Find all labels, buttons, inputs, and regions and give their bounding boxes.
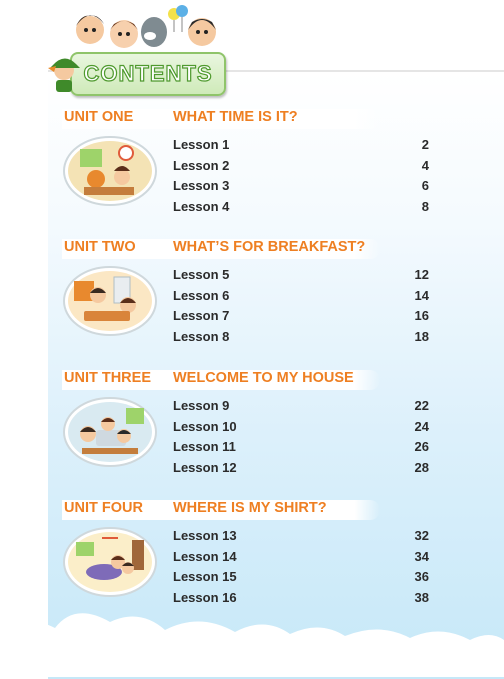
lesson-row[interactable] bbox=[173, 308, 429, 328]
lesson-page: 26 bbox=[414, 439, 429, 454]
lesson-row[interactable] bbox=[173, 590, 429, 610]
lesson-name: Lesson 9 bbox=[173, 398, 230, 413]
lesson-row[interactable] bbox=[173, 439, 429, 459]
lesson-name: Lesson 10 bbox=[173, 419, 237, 434]
unit-header bbox=[62, 370, 380, 390]
lesson-page: 6 bbox=[421, 178, 429, 193]
clock-room-illustration bbox=[62, 135, 158, 207]
lesson-page: 14 bbox=[414, 288, 429, 303]
breakfast-kitchen-illustration bbox=[62, 265, 158, 337]
lesson-page: 22 bbox=[414, 398, 429, 413]
lesson-page: 34 bbox=[414, 549, 429, 564]
lesson-name: Lesson 16 bbox=[173, 590, 237, 605]
lesson-name: Lesson 14 bbox=[173, 549, 237, 564]
lesson-row[interactable] bbox=[173, 419, 429, 439]
lesson-row[interactable] bbox=[173, 199, 429, 219]
lesson-name: Lesson 2 bbox=[173, 158, 230, 173]
lesson-row[interactable] bbox=[173, 288, 429, 308]
lesson-row[interactable] bbox=[173, 460, 429, 480]
lesson-row[interactable] bbox=[173, 569, 429, 589]
lesson-name: Lesson 7 bbox=[173, 308, 230, 323]
lesson-row[interactable] bbox=[173, 267, 429, 287]
lesson-page: 2 bbox=[421, 137, 429, 152]
cloud-border bbox=[0, 600, 504, 677]
lesson-row[interactable] bbox=[173, 158, 429, 178]
cartoon-characters-icon bbox=[62, 2, 242, 56]
lesson-row[interactable] bbox=[173, 398, 429, 418]
lesson-page: 8 bbox=[421, 199, 429, 214]
lesson-name: Lesson 8 bbox=[173, 329, 230, 344]
unit-label: UNIT FOUR bbox=[64, 500, 143, 516]
unit-header bbox=[62, 500, 380, 520]
unit-label: UNIT TWO bbox=[64, 239, 136, 255]
page-title: CONTENTS bbox=[83, 61, 213, 86]
contents-banner bbox=[70, 52, 226, 96]
lesson-row[interactable] bbox=[173, 549, 429, 569]
scout-character-icon bbox=[46, 52, 80, 94]
unit-header bbox=[62, 239, 380, 259]
lesson-row[interactable] bbox=[173, 329, 429, 349]
lesson-page: 32 bbox=[414, 528, 429, 543]
unit-title: WHAT TIME IS IT? bbox=[173, 109, 298, 125]
lesson-name: Lesson 6 bbox=[173, 288, 230, 303]
lesson-row[interactable] bbox=[173, 528, 429, 548]
lesson-name: Lesson 13 bbox=[173, 528, 237, 543]
lesson-row[interactable] bbox=[173, 137, 429, 157]
unit-header bbox=[62, 109, 380, 129]
lesson-name: Lesson 11 bbox=[173, 439, 236, 454]
unit-title: WHERE IS MY SHIRT? bbox=[173, 500, 327, 516]
lesson-page: 36 bbox=[414, 569, 429, 584]
lesson-page: 12 bbox=[414, 267, 429, 282]
living-room-illustration bbox=[62, 396, 158, 468]
lesson-name: Lesson 12 bbox=[173, 460, 237, 475]
lesson-name: Lesson 15 bbox=[173, 569, 237, 584]
bedroom-illustration bbox=[62, 526, 158, 598]
lesson-name: Lesson 1 bbox=[173, 137, 230, 152]
lesson-name: Lesson 3 bbox=[173, 178, 230, 193]
lesson-page: 28 bbox=[414, 460, 429, 475]
unit-label: UNIT ONE bbox=[64, 109, 134, 125]
unit-title: WELCOME TO MY HOUSE bbox=[173, 370, 354, 386]
lesson-page: 18 bbox=[414, 329, 429, 344]
lesson-page: 4 bbox=[421, 158, 429, 173]
unit-title: WHAT’S FOR BREAKFAST? bbox=[173, 239, 366, 255]
lesson-page: 38 bbox=[414, 590, 429, 605]
lesson-name: Lesson 5 bbox=[173, 267, 230, 282]
lesson-page: 24 bbox=[414, 419, 429, 434]
unit-label: UNIT THREE bbox=[64, 370, 151, 386]
lesson-row[interactable] bbox=[173, 178, 429, 198]
lesson-name: Lesson 4 bbox=[173, 199, 230, 214]
lesson-page: 16 bbox=[414, 308, 429, 323]
